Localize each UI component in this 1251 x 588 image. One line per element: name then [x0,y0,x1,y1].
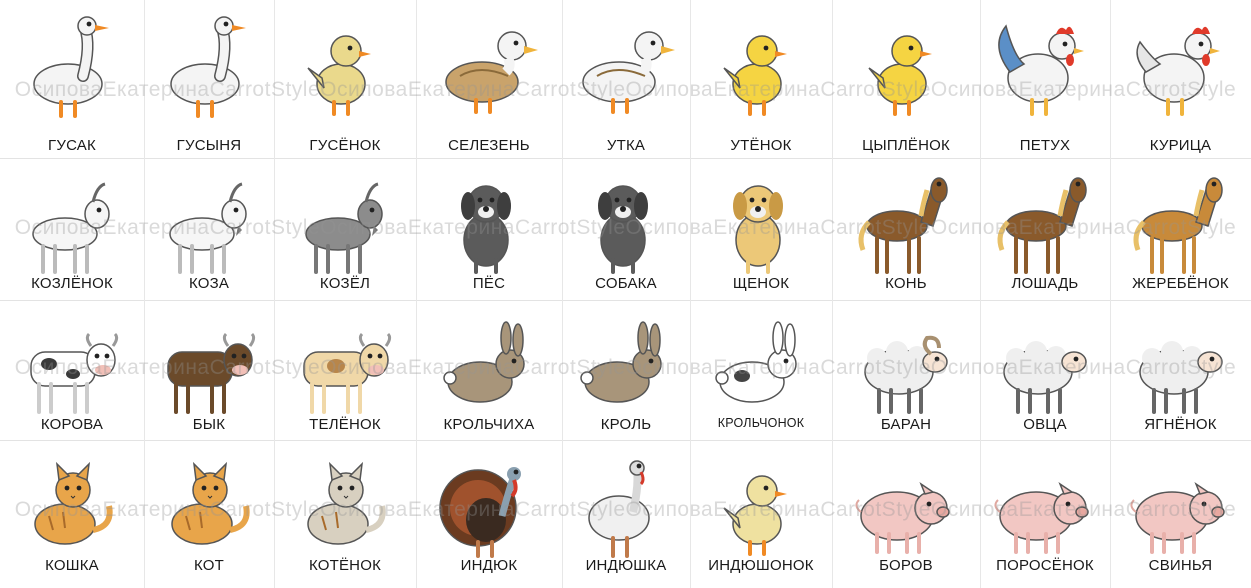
animal-card [562,440,690,588]
animal-card [144,0,274,158]
animal-card [416,158,562,300]
sheep-icon [980,306,1110,424]
animal-name-label: КОШКА [45,557,99,574]
animal-card [1110,0,1251,158]
animal-card [416,0,562,158]
calf-icon [274,306,416,424]
animal-name-label: СЕЛЕЗЕНЬ [448,137,530,154]
animal-card [1110,300,1251,440]
pig-icon [1110,446,1251,564]
dog-icon [416,164,562,282]
animal-name-label: ГУСЫНЯ [176,137,242,154]
animal-name-label: ПЁС [472,275,506,292]
animal-name-label: КОЗЛЁНОК [31,275,113,292]
animal-name-label: ПОРОСЁНОК [996,557,1094,574]
rabbit-icon [416,306,562,424]
bull-icon [144,306,274,424]
animal-card [1110,440,1251,588]
cow-icon [0,306,144,424]
drake-icon [416,6,562,124]
billy-goat-icon [274,164,416,282]
watermark-text: ОсиповаЕкатеринаCarrotStyleОсиповаЕкатеринаCarrotStyleОсиповаЕкатеринаCarrotStyleОсиповаЕкатеринаCarrotStyle [14,356,1237,379]
animal-card [144,300,274,440]
turkey-hen-icon [562,446,690,564]
animal-card [832,440,980,588]
goose-icon [0,6,144,124]
animal-card [980,158,1110,300]
watermark-text: ОсиповаЕкатеринаCarrotStyleОсиповаЕкатеринаCarrotStyleОсиповаЕкатеринаCarrotStyleОсиповаЕкатеринаCarrotStyle [14,498,1237,521]
animal-card [144,440,274,588]
animal-card [980,440,1110,588]
cat-icon [0,446,144,564]
animal-card [690,440,832,588]
animal-card [832,0,980,158]
rooster-icon [980,6,1110,124]
puppy-icon [690,164,832,282]
animal-name-label: БАРАН [880,416,932,433]
animal-card [416,300,562,440]
animal-name-label: КОЗЁЛ [319,275,371,292]
goose-icon [144,6,274,124]
chick-icon [832,6,980,124]
animal-name-label: ОВЦА [1023,416,1067,433]
animal-card [690,158,832,300]
animal-card [980,0,1110,158]
animal-name-label: ЩЕНОК [732,275,790,292]
animal-card [1110,158,1251,300]
animal-name-label: КОТЁНОК [308,557,382,574]
gosling-icon [274,6,416,124]
animal-card [562,158,690,300]
watermark-text: ОсиповаЕкатеринаCarrotStyleОсиповаЕкатеринаCarrotStyleОсиповаЕкатеринаCarrotStyleОсиповаЕкатеринаCarrotStyle [14,78,1237,101]
piglet-icon [980,446,1110,564]
animal-name-label: УТЁНОК [730,137,792,154]
animal-card [832,300,980,440]
animal-name-label: ЛОШАДЬ [1011,275,1079,292]
animal-name-label: ТЕЛЁНОК [309,416,381,433]
animal-card [0,300,144,440]
animal-card [562,0,690,158]
animal-name-label: ГУСАК [48,137,96,154]
animal-card [980,300,1110,440]
rabbit-icon [562,306,690,424]
animal-card [416,440,562,588]
duck-icon [562,6,690,124]
animal-name-label: КРОЛЬ [600,416,652,433]
horse-icon [980,164,1110,282]
animal-name-label: ИНДЮШКА [585,557,667,574]
animal-name-label: ГУСЁНОК [309,137,381,154]
dog-icon [562,164,690,282]
animal-name-label: ИНДЮШОНОК [708,557,814,574]
animal-card [562,300,690,440]
ram-icon [832,306,980,424]
animal-name-label: СВИНЬЯ [1148,557,1213,574]
cat-icon [144,446,274,564]
animal-name-label: ИНДЮК [460,557,518,574]
hen-icon [1110,6,1251,124]
bunny-icon [690,306,832,424]
animal-name-label: ЦЫПЛЁНОК [862,137,950,154]
animal-name-label: КУРИЦА [1149,137,1212,154]
lamb-icon [1110,306,1251,424]
animal-card [0,0,144,158]
animal-card [0,158,144,300]
animal-card [274,0,416,158]
goat-icon [144,164,274,282]
animal-card [274,158,416,300]
turkey-chick-icon [690,446,832,564]
animal-card [274,440,416,588]
kitten-icon [274,446,416,564]
animal-name-label: ЖЕРЕБЁНОК [1132,275,1229,292]
horse-icon [832,164,980,282]
animal-name-label: БОРОВ [879,557,933,574]
animal-name-label: КОЗА [188,275,230,292]
kid-goat-icon [0,164,144,282]
animal-name-label: ПЕТУХ [1019,137,1071,154]
animal-card [0,440,144,588]
turkey-icon [416,446,562,564]
animal-name-label: УТКА [606,137,646,154]
animal-card [832,158,980,300]
animal-name-label: БЫК [192,416,226,433]
animal-card [690,300,832,440]
foal-icon [1110,164,1251,282]
animal-card [690,0,832,158]
animal-name-label: ЯГНЁНОК [1144,416,1217,433]
duckling-icon [690,6,832,124]
animal-name-label: СОБАКА [595,275,657,292]
animal-name-label: КОТ [194,557,224,574]
animal-name-label: КРОЛЬЧИХА [443,416,535,433]
pig-icon [832,446,980,564]
animal-name-label: КОРОВА [40,416,104,433]
animal-name-label: КОНЬ [885,275,927,292]
animal-card [274,300,416,440]
watermark-text: ОсиповаЕкатеринаCarrotStyleОсиповаЕкатеринаCarrotStyleОсиповаЕкатеринаCarrotStyleОсиповаЕкатеринаCarrotStyle [14,216,1237,239]
animal-card [144,158,274,300]
animal-name-label: КРОЛЬЧОНОК [717,416,805,430]
